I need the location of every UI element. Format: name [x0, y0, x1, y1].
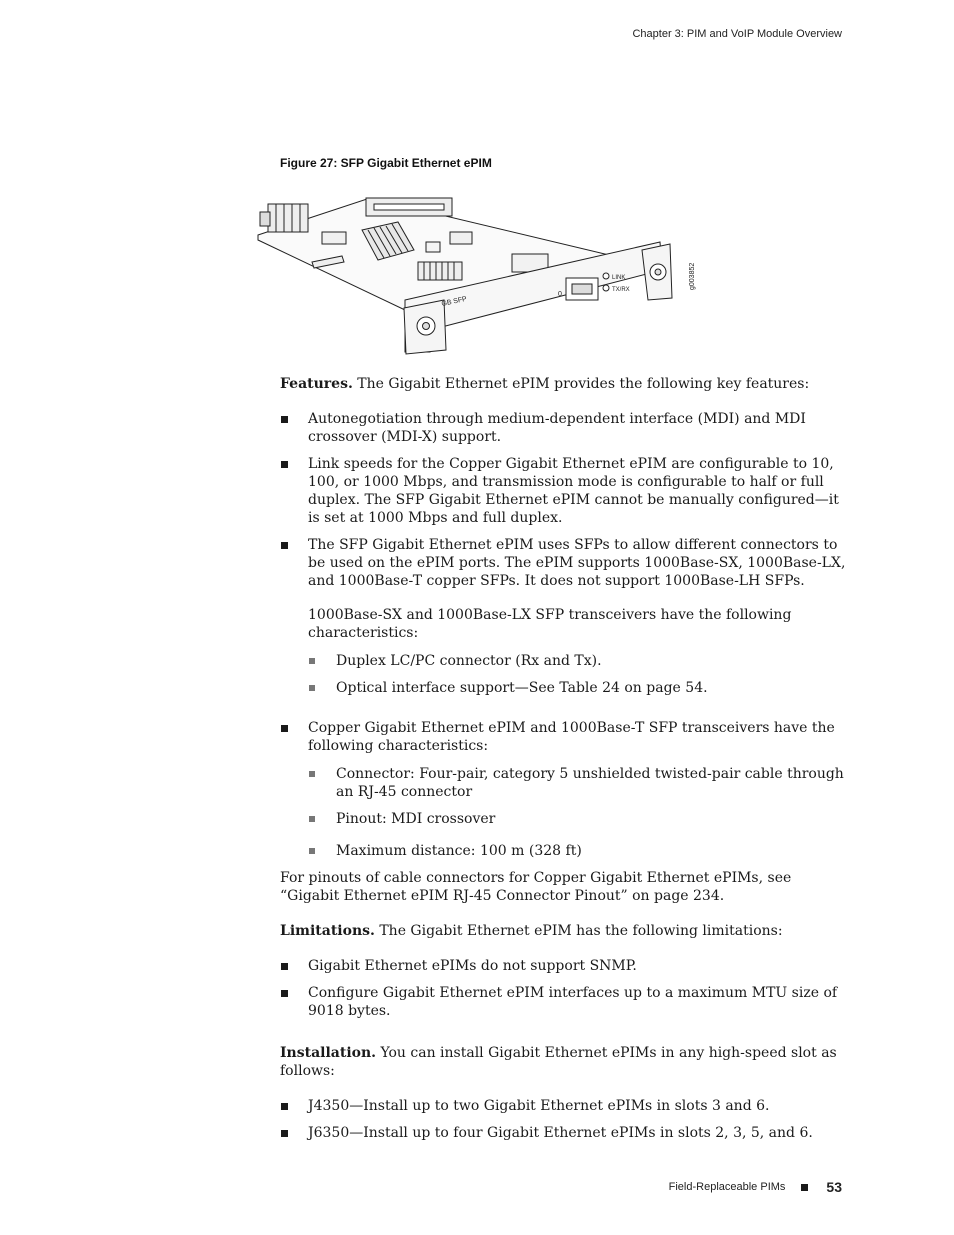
sfp-characteristics-list — [308, 652, 846, 697]
features-list — [280, 410, 846, 860]
list-item: J6350—Install up to four Gigabit Ethernet ePIMs in slots 2, 3, 5, and 6. — [280, 1124, 846, 1142]
list-item: Configure Gigabit Ethernet ePIM interfaces up to a maximum MTU size of 9018 bytes. — [280, 984, 846, 1020]
running-header: Chapter 3: PIM and VoIP Module Overview — [632, 28, 842, 40]
features-paragraph: Features. The Gigabit Ethernet ePIM provides the following key features: — [280, 376, 810, 392]
sfp-characteristics-paragraph: 1000Base-SX and 1000Base-LX SFP transceivers have the following characteristics: — [308, 607, 792, 641]
figure-id: g003852 — [689, 262, 696, 290]
running-footer — [669, 1179, 842, 1195]
copper-characteristics-list — [308, 765, 846, 860]
body-content — [280, 375, 846, 1151]
list-item: Maximum distance: 100 m (328 ft) — [308, 842, 846, 860]
link-led — [603, 273, 609, 279]
port-label: 0 — [558, 291, 562, 298]
gb-sfp-label: GB SFP — [440, 295, 468, 308]
page-number: 53 — [826, 1179, 842, 1195]
list-item: Link speeds for the Copper Gigabit Ethernet ePIM are configurable to 10, 100, or 1000 Mbps, and transmission mode is configurable to half or full duplex. The SFP Gigabit Ethernet ePIM cannot be manually configured—it is set at 1000 Mbps and full duplex. — [280, 455, 846, 527]
link-label: LINK — [612, 275, 626, 281]
sfp-epim-illustration — [250, 190, 700, 360]
list-item: The SFP Gigabit Ethernet ePIM uses SFPs to allow different connectors to be used on the ePIM ports. The ePIM supports 1000Base-SX, 1000Base-LX, and 1000Base-T copper SFPs. It does not support 1000Base-LH SFPs. 1000Base-SX and 1000Base-LX SFP transceivers have the following characteristics: Duplex LC/PC connector (Rx and Tx). Optical interface support—See Table 24 on page 54. — [280, 536, 846, 697]
limitations-lead: Limitations. — [280, 923, 375, 939]
list-item: Autonegotiation through medium-dependent interface (MDI) and MDI crossover (MDI-X) support. — [280, 410, 846, 446]
installation-lead: Installation. — [280, 1045, 377, 1061]
txrx-led — [603, 285, 609, 291]
list-item: Connector: Four-pair, category 5 unshielded twisted-pair cable through an RJ-45 connector — [308, 765, 846, 801]
backplane-connector — [268, 204, 308, 232]
installation-list — [280, 1097, 846, 1142]
txrx-label: TX/RX — [612, 287, 630, 293]
limitations-list — [280, 957, 846, 1020]
figure-caption: Figure 27: SFP Gigabit Ethernet ePIM — [280, 156, 492, 170]
pin-header — [418, 262, 462, 280]
list-item: Duplex LC/PC connector (Rx and Tx). — [308, 652, 846, 670]
list-item: Gigabit Ethernet ePIMs do not support SNMP. — [280, 957, 846, 975]
list-item: Pinout: MDI crossover — [308, 810, 846, 828]
list-item: J4350—Install up to two Gigabit Ethernet ePIMs in slots 3 and 6. — [280, 1097, 846, 1115]
features-lead: Features. — [280, 376, 353, 392]
footer-section: Field-Replaceable PIMs — [668, 1181, 786, 1193]
list-item: Copper Gigabit Ethernet ePIM and 1000Base-T SFP transceivers have the following characteristics: Connector: Four-pair, category 5 unshielded twisted-pair cable through an RJ-45 connector Pinout: MDI crossover Maximum distance: 100 m (328 ft) — [280, 719, 846, 860]
pinouts-paragraph: For pinouts of cable connectors for Copper Gigabit Ethernet ePIMs, see “Gigabit Ethernet ePIM RJ-45 Connector Pinout” on page 234. — [280, 870, 792, 904]
limitations-paragraph: Limitations. The Gigabit Ethernet ePIM has the following limitations: — [280, 923, 783, 939]
footer-separator — [801, 1184, 808, 1191]
list-item: Optical interface support—See Table 24 on page 54. — [308, 679, 846, 697]
installation-paragraph: Installation. You can install Gigabit Ethernet ePIMs in any high-speed slot as follows: — [280, 1045, 837, 1079]
